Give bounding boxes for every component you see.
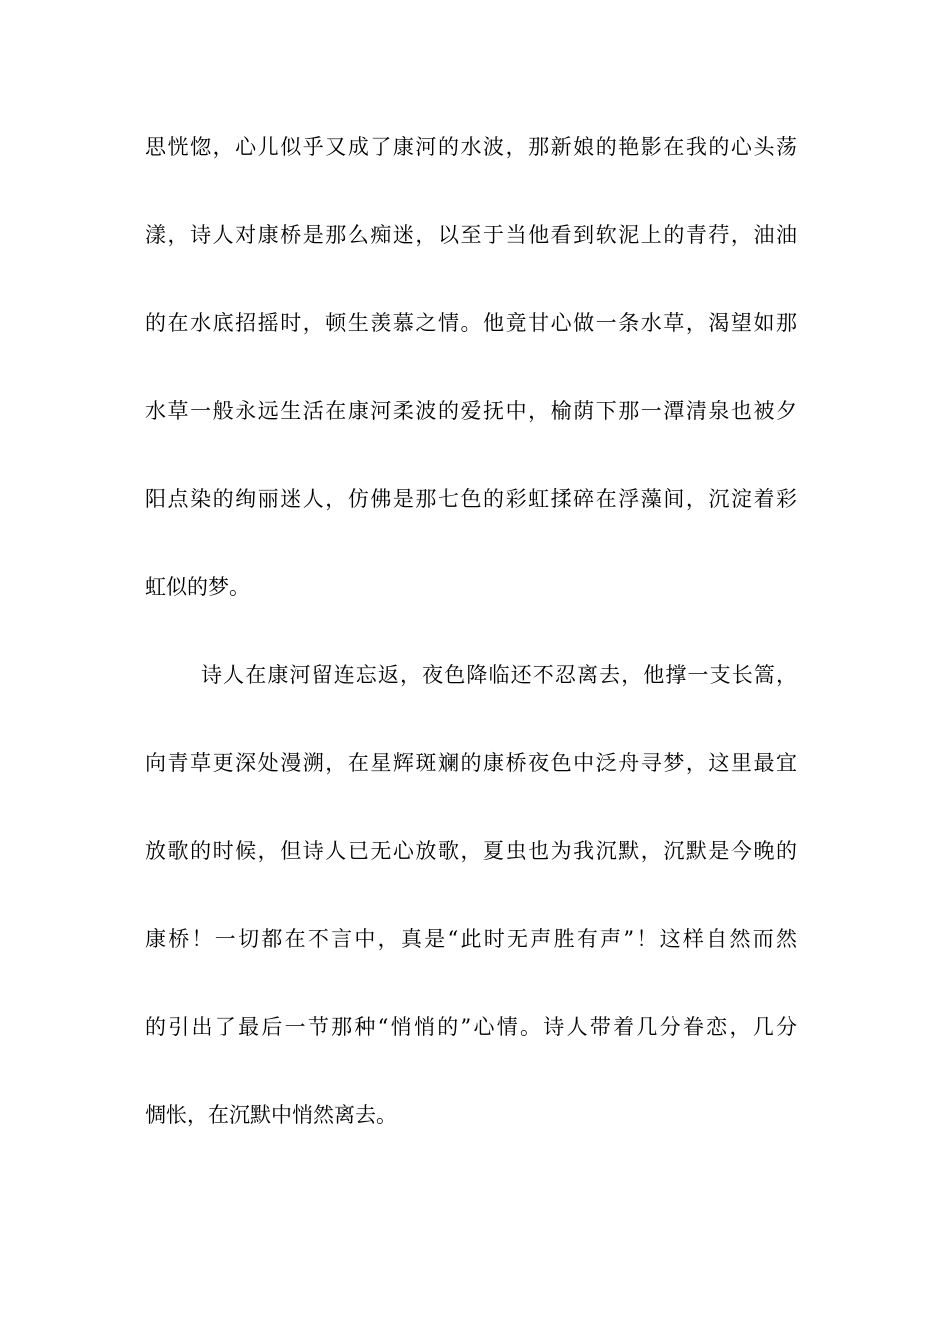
text-line: 的引出了最后一节那种“悄悄的”心情。诗人带着几分眷恋，几分: [145, 1015, 797, 1039]
text-line: 漾，诗人对康桥是那么痴迷，以至于当他看到软泥上的青荇，油油: [145, 223, 797, 247]
paragraph-2: [145, 654, 797, 1182]
text-line: 思恍惚，心儿似乎又成了康河的水波，那新娘的艳影在我的心头荡: [145, 135, 797, 159]
text-line: 水草一般永远生活在康河柔波的爱抚中，榆荫下那一潭清泉也被夕: [145, 399, 797, 423]
paragraph-1: [145, 126, 797, 654]
text-line: 放歌的时候，但诗人已无心放歌，夏虫也为我沉默，沉默是今晚的: [145, 839, 797, 863]
text-line: 诗人在康河留连忘返，夜色降临还不忍离去，他撑一支长篙，: [201, 663, 797, 687]
text-line: 康桥！一切都在不言中，真是“此时无声胜有声”！这样自然而然: [145, 927, 797, 951]
document-body: [145, 126, 797, 1182]
text-line: 惆怅，在沉默中悄然离去。: [145, 1103, 397, 1127]
text-line: 阳点染的绚丽迷人，仿佛是那七色的彩虹揉碎在浮藻间，沉淀着彩: [145, 487, 797, 511]
text-line: 的在水底招摇时，顿生羡慕之情。他竟甘心做一条水草，渴望如那: [145, 311, 797, 335]
text-line: 向青草更深处漫溯，在星辉斑斓的康桥夜色中泛舟寻梦，这里最宜: [145, 751, 797, 775]
text-line: 虹似的梦。: [145, 575, 250, 599]
